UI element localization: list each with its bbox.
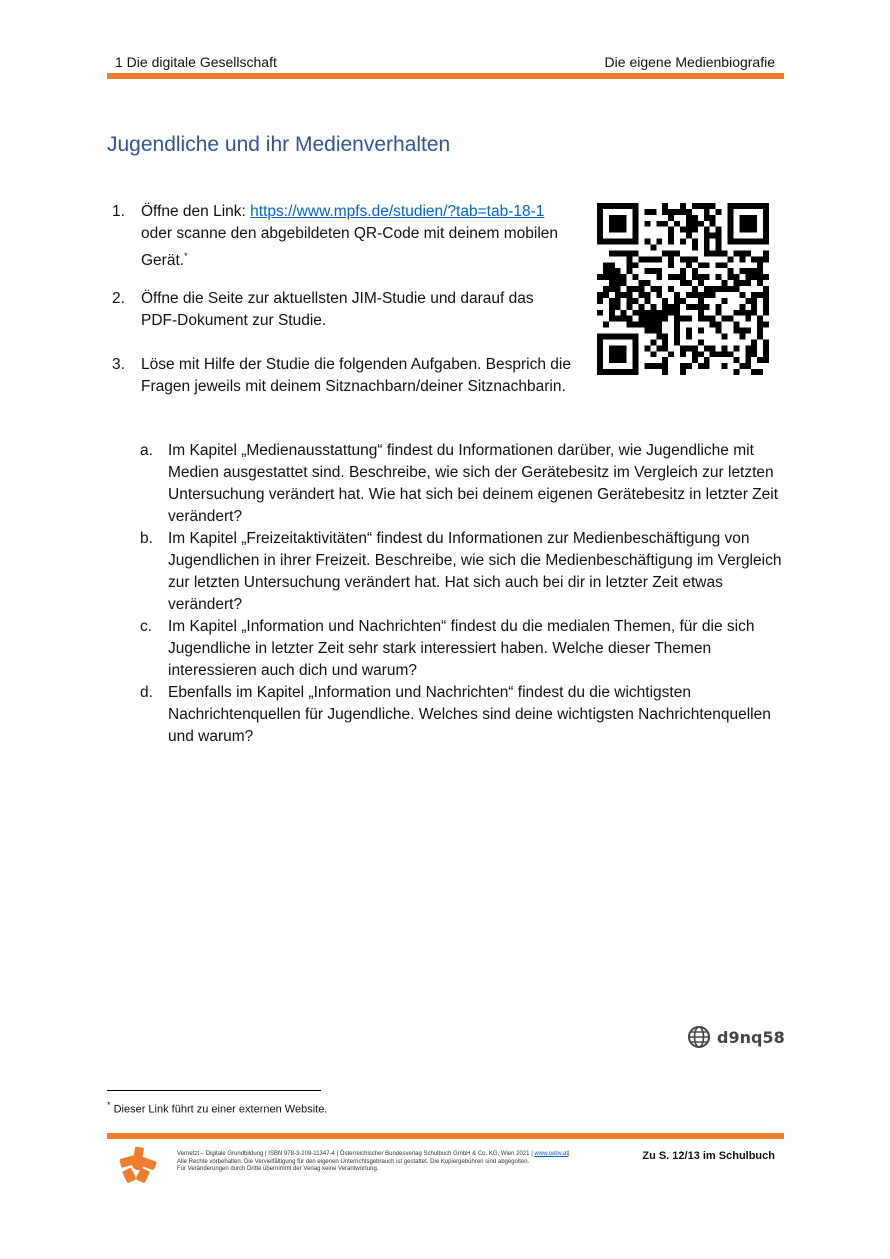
task-text: Öffne die Seite zur aktuellsten JIM-Studie und darauf das PDF-Dokument zur Studie. <box>141 290 534 329</box>
qr-code-icon[interactable] <box>597 203 769 375</box>
page-header <box>107 54 783 72</box>
header-divider <box>107 73 784 79</box>
subtask-list <box>140 440 790 748</box>
task-number: 3. <box>112 356 125 373</box>
task-text: Öffne den Link: https://www.mpfs.de/studien/?tab=tab-18-1 oder scanne den abgebildeten QR-Code mit deinem mobilen Gerät.* <box>141 203 559 270</box>
footnote: * Dieser Link führt zu einer externen Website. <box>107 1100 328 1116</box>
page-title: Jugendliche und ihr Medienverhalten <box>107 133 451 156</box>
chapter-label: 1 Die digitale Gesellschaft <box>115 54 277 70</box>
task-text: Löse mit Hilfe der Studie die folgenden Aufgaben. Besprich die Fragen jeweils mit deinem Sitznachbarn/deiner Sitznachbarin. <box>141 356 571 395</box>
list-item: b. Im Kapitel „Freizeitaktivitäten“ findest du Informationen zur Medienbeschäftigung von Jugendlichen in ihrer Freizeit. Beschreibe, wie sich die Medienbeschäftigung im Vergleich zur letzten Untersuchung verändert hat. Hat sich auch bei dir in letzter Zeit etwas verändert? <box>140 530 782 613</box>
oebv-logo <box>118 1145 158 1183</box>
footer-legal: Vernetzt – Digitale Grundbildung | ISBN 978-3-209-11347-4 | Österreichischer Bundesverlag Schulbuch GmbH & Co. KG, Wien 2021 | www.oebv.at| Alle Rechte vorbehalten. Die Vervielfältigung für den eigenen Unterrichtsgebrauch ist gestattet. Die Kopiergebühren sind abgegolten. Für Veränderungen durch Dritte übernimmt der Verlag keine Verantwortung. <box>177 1151 570 1172</box>
publisher-link[interactable]: www.oebv.at <box>534 1151 568 1157</box>
study-link[interactable]: https://www.mpfs.de/studien/?tab=tab-18-1 <box>250 203 545 220</box>
schoolbook-reference: Zu S. 12/13 im Schulbuch <box>642 1150 775 1162</box>
list-item: a. Im Kapitel „Medienausstattung“ findest du Informationen darüber, wie Jugendliche mit Medien ausgestattet sind. Beschreibe, wie sich der Gerätebesitz im Vergleich zur letzten Untersuchung verändert hat. Wie hat sich bei deinem eigenen Gerätebesitz in letzter Zeit verändert? <box>140 442 778 525</box>
footnote-divider <box>107 1090 321 1091</box>
online-code-text: d9nq58 <box>717 1027 785 1047</box>
footer-divider <box>107 1133 784 1139</box>
list-item: d. Ebenfalls im Kapitel „Information und Nachrichten“ findest du die wichtigsten Nachrichtenquellen für Jugendliche. Welches sind deine wichtigsten Nachrichtenquellen und warum? <box>140 684 771 745</box>
globe-icon <box>687 1025 711 1049</box>
list-item: c. Im Kapitel „Information und Nachrichten“ findest du die medialen Themen, für die sich Jugendliche in letzter Zeit sehr stark interessiert haben. Welche dieser Themen interessieren auch dich und warum? <box>140 618 755 679</box>
topic-label: Die eigene Medienbiografie <box>604 54 775 70</box>
online-code[interactable] <box>687 1024 785 1050</box>
task-number: 2. <box>112 290 125 307</box>
footnote-mark: * <box>184 251 188 261</box>
task-number: 1. <box>112 203 125 220</box>
